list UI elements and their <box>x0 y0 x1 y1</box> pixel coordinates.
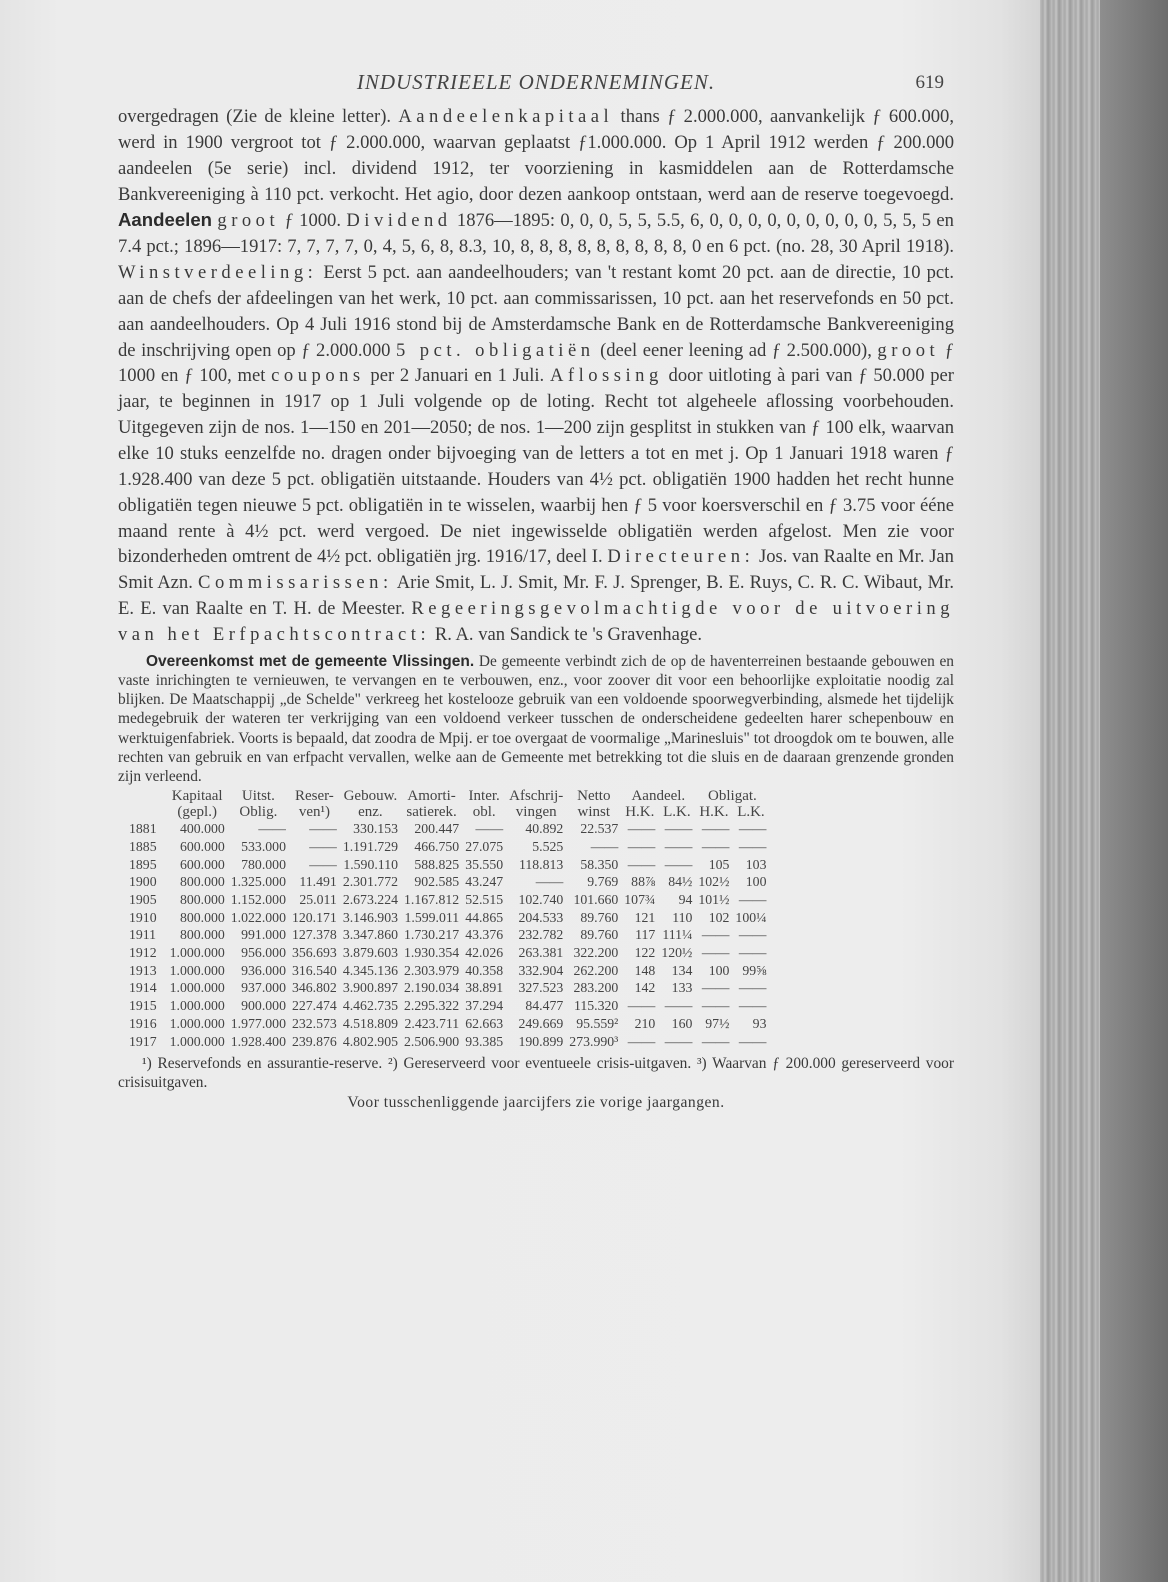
table-cell: 89.760 <box>580 927 619 943</box>
table-cell: 800.000 <box>179 891 225 907</box>
table-cell: 122 <box>634 945 656 961</box>
table-cell: 273.990³ <box>569 1033 619 1049</box>
table-cell: 600.000 <box>179 856 225 872</box>
table-cell: —— <box>701 1033 730 1049</box>
table-cell: 4.462.735 <box>342 998 398 1014</box>
text: Eerst 5 pct. aan aandeelhouders; van 't restant komt 20 pct. aan de directie, 10 pct. aan de chefs der afdeelingen van het werk, 10 pct. aan commissarissen, 10 pct. aan het reservefonds en 50 pct. aan aandeelhouders. Op 4 Juli 1916 stond bij de Amsterdamsche Bank en de Rotterdamsche Bankvereeniging de inschrijving open op ƒ 2.000.000 <box>118 262 954 361</box>
table-cell: 111¼ <box>662 927 693 943</box>
table-cell: —— <box>701 821 730 837</box>
table-cell: 327.523 <box>518 980 564 996</box>
header-cell: Afschrij- <box>509 788 564 805</box>
table-row <box>126 1033 769 1051</box>
table-cell: 44.865 <box>465 909 504 925</box>
section-heading-aandeelen: Aandeelen <box>118 209 213 231</box>
spaced-term-regeeringsgevolmachtigde: Regeeringsgevolmachtigde voor de uitvoering van het Erfpachtscontract: <box>118 598 955 645</box>
table-cell: 102 <box>708 909 730 925</box>
table-cell: 780.000 <box>241 856 286 872</box>
table-cell: —— <box>627 998 656 1014</box>
table-cell: 3.900.897 <box>342 980 398 996</box>
table-cell: 105 <box>708 856 730 872</box>
spaced-term-commissarissen: Commissarissen: <box>198 572 393 594</box>
table-cell: 2.506.900 <box>404 1033 460 1049</box>
table-cell: 2.301.772 <box>342 874 398 890</box>
table-cell: 84.477 <box>525 998 564 1014</box>
table-cell: 400.000 <box>179 821 225 837</box>
table-cell: 588.825 <box>414 856 460 872</box>
table-cell: 121 <box>634 909 656 925</box>
table-cell: 2.303.979 <box>404 962 460 978</box>
header-cell: ven¹) <box>298 804 330 821</box>
table-cell: 102½ <box>698 874 730 890</box>
commissioners-list: Arie Smit, L. J. Smit, Mr. F. J. Sprenger, B. E. Ruys, C. R. C. Wibaut, Mr. E. E. van Raalte en T. H. de Meester. <box>118 572 955 620</box>
spaced-term-aandeelenkapitaal: Aandeelenkapitaal <box>398 106 614 127</box>
table-cell: 27.075 <box>465 838 504 854</box>
table-cell: 2.190.034 <box>404 980 460 996</box>
book-binding <box>1100 0 1168 1582</box>
table-cell: 1.022.000 <box>230 909 286 925</box>
dividend-history: 1876—1895: 0, 0, 0, 5, 5, 5.5, 6, 0, 0, 0, 0, 0, 0, 0, 0, 0, 5, 5, 5 en 7.4 pct.; 1896—1917: 7, 7, 7, 7, 0, 4, 5, 6, 8, 8.3, 10, 8, 8, 8, 8, 8, 8, 8, 8, 8, 0 en 6 pct. (no. 28, 30 April 1918). <box>118 210 954 258</box>
table-cell: 40.892 <box>525 821 564 837</box>
page-number: 619 <box>915 72 944 93</box>
table-cell: 902.585 <box>414 874 460 890</box>
spaced-term-groot: groot <box>877 339 940 361</box>
table-cell: 118.813 <box>518 856 564 872</box>
table-cell: 37.294 <box>465 998 504 1014</box>
year-cell: 1885 <box>129 838 157 854</box>
header-cell: L.K. <box>737 804 765 821</box>
running-head <box>118 70 954 104</box>
table-cell: 533.000 <box>241 838 286 854</box>
table-cell: —— <box>738 927 767 943</box>
spaced-term-obligatien: 5 pct. obligatiën <box>395 339 595 361</box>
table-cell: 1.325.000 <box>230 874 286 890</box>
spaced-term-aflossing: Aflossing <box>549 365 663 387</box>
header-cell: Aandeel. <box>631 788 686 805</box>
table-cell: 4.802.905 <box>342 1033 398 1049</box>
table-cell: 40.358 <box>465 962 504 978</box>
table-cell: 3.879.603 <box>342 945 398 961</box>
table-cell: 62.663 <box>465 1015 504 1031</box>
table-cell: 3.146.903 <box>342 909 398 925</box>
year-cell: 1881 <box>129 821 157 837</box>
table-cell: 1.000.000 <box>169 962 225 978</box>
table-cell: —— <box>701 980 730 996</box>
table-row <box>126 856 769 874</box>
table-cell: —— <box>258 821 286 837</box>
table-cell: 466.750 <box>414 838 460 854</box>
table-cell: 35.550 <box>465 856 504 872</box>
table-cell: —— <box>627 838 656 854</box>
table-row <box>126 997 769 1015</box>
table-cell: 110 <box>672 909 693 925</box>
table-cell: 249.669 <box>518 1015 564 1031</box>
table-cell: 937.000 <box>241 980 286 996</box>
table-cell: 142 <box>634 980 656 996</box>
year-cell: 1916 <box>129 1015 157 1031</box>
table-cell: 58.350 <box>580 856 619 872</box>
header-cell: enz. <box>358 804 383 821</box>
year-cell: 1914 <box>129 980 157 996</box>
table-cell: 134 <box>671 962 693 978</box>
year-cell: 1905 <box>129 891 157 907</box>
header-cell: Netto <box>577 788 611 805</box>
table-cell: 1.930.354 <box>404 945 460 961</box>
year-cell: 1917 <box>129 1033 157 1049</box>
header-cell: Uitst. <box>241 788 275 805</box>
table-cell: —— <box>701 945 730 961</box>
table-cell: 115.320 <box>573 998 619 1014</box>
table-cell: 800.000 <box>179 927 225 943</box>
year-cell: 1895 <box>129 856 157 872</box>
table-row <box>126 891 769 909</box>
table-cell: 263.381 <box>518 945 564 961</box>
table-cell: 1.167.812 <box>404 891 460 907</box>
table-cell: —— <box>738 821 767 837</box>
table-cell: 88⅞ <box>631 874 656 890</box>
table-cell: 600.000 <box>179 838 225 854</box>
text: thans ƒ 2.000.000, aanvankelijk ƒ 600.000, werd in 1900 vergroot tot ƒ 2.000.000, waarvan geplaatst ƒ1.000.000. Op 1 April 1912 werden ƒ 200.000 aandeelen (5e serie) incl. dividend 1912, ter voorziening in kasmiddelen aan de Rotterdamsche Bankvereeniging à 110 pct. verkocht. Het agio, door dezen aankoop ontstaan, werd aan de reserve toegevoegd. <box>118 106 954 205</box>
table-cell: 160 <box>671 1015 693 1031</box>
table-cell: 99⅝ <box>742 962 767 978</box>
table-cell: 1.152.000 <box>230 891 286 907</box>
table-cell: 200.447 <box>414 821 460 837</box>
table-cell: —— <box>664 998 693 1014</box>
table-cell: 356.693 <box>291 945 337 961</box>
table-cell: 232.782 <box>518 927 564 943</box>
company-description-paragraph <box>118 104 954 648</box>
table-cell: —— <box>738 980 767 996</box>
table-cell: 1.000.000 <box>169 980 225 996</box>
table-cell: 43.247 <box>465 874 504 890</box>
closing-note: Voor tusschenliggende jaarcijfers zie vorige jaargangen. <box>347 1094 725 1112</box>
table-cell: 89.760 <box>580 909 619 925</box>
spaced-term-dividend: Dividend <box>346 210 452 232</box>
table-cell: —— <box>664 1033 693 1049</box>
text: ƒ 1000 en ƒ 100, met <box>118 339 954 387</box>
header-cell: Obligat. <box>708 788 757 805</box>
table-row <box>126 979 769 997</box>
table-cell: 127.378 <box>291 927 337 943</box>
table-cell: —— <box>738 998 767 1014</box>
table-cell: 1.000.000 <box>169 1033 225 1049</box>
table-cell: 346.802 <box>291 980 337 996</box>
table-cell: 991.000 <box>241 927 286 943</box>
table-header-row-2 <box>126 804 769 820</box>
footnote-text: ¹) Reservefonds en assurantie-reserve. ²) Gereserveerd voor eventueele crisis-uitgaven. ³) Waarvan ƒ 200.000 gereserveerd voor crisisuitgaven. <box>118 1055 954 1092</box>
section-heading-overeenkomst: Overeenkomst met de gemeente Vlissingen. <box>146 652 475 670</box>
table-body <box>126 820 769 1050</box>
year-cell: 1900 <box>129 874 157 890</box>
table-cell: 1.000.000 <box>169 1015 225 1031</box>
table-row <box>126 926 769 944</box>
table-cell: —— <box>627 821 656 837</box>
table-cell: 956.000 <box>241 945 286 961</box>
text: per 2 Januari en 1 Juli. <box>370 365 545 387</box>
table-cell: 102.740 <box>518 891 564 907</box>
table-cell: 332.904 <box>518 962 564 978</box>
table-cell: 190.899 <box>518 1033 564 1049</box>
spaced-term-coupons: coupons <box>271 365 365 387</box>
table-cell: 1.000.000 <box>169 998 225 1014</box>
header-cell: winst <box>577 804 611 821</box>
table-cell: 1.000.000 <box>169 945 225 961</box>
header-cell: (gepl.) <box>177 804 217 821</box>
table-cell: 103 <box>745 856 767 872</box>
year-cell: 1913 <box>129 962 157 978</box>
table-cell: 42.026 <box>465 945 504 961</box>
table-cell: —— <box>475 821 504 837</box>
table-cell: 101½ <box>698 891 730 907</box>
table-cell: 9.769 <box>587 874 619 890</box>
year-cell: 1915 <box>129 998 157 1014</box>
table-cell: 4.518.809 <box>342 1015 398 1031</box>
table-cell: 4.345.136 <box>342 962 398 978</box>
table-cell: 936.000 <box>241 962 286 978</box>
table-row <box>126 1015 769 1033</box>
table-cell: —— <box>627 856 656 872</box>
table-row <box>126 909 769 927</box>
table-cell: 900.000 <box>241 998 286 1014</box>
table-cell: 43.376 <box>465 927 504 943</box>
government-representative: R. A. van Sandick te 's Gravenhage. <box>434 623 703 645</box>
table-cell: —— <box>664 856 693 872</box>
header-cell: Kapitaal <box>171 788 223 805</box>
financial-table <box>126 788 769 1050</box>
running-title: INDUSTRIEELE ONDERNEMINGEN. <box>356 70 716 94</box>
table-cell: 5.525 <box>532 838 564 854</box>
header-cell: Reser- <box>294 788 334 805</box>
table-cell: 2.423.711 <box>404 1015 460 1031</box>
header-cell: vingen <box>515 804 557 821</box>
table-footnotes <box>118 1054 954 1092</box>
year-cell: 1910 <box>129 909 157 925</box>
table-cell: 800.000 <box>179 874 225 890</box>
header-cell: satierek. <box>406 804 457 821</box>
table-cell: 262.200 <box>573 962 619 978</box>
table-cell: —— <box>738 838 767 854</box>
table-cell: 52.515 <box>465 891 504 907</box>
year-cell: 1911 <box>129 927 157 943</box>
text: ƒ 1000. <box>284 210 341 232</box>
table-cell: 330.153 <box>353 821 398 837</box>
table-cell: —— <box>701 927 730 943</box>
table-row <box>126 962 769 980</box>
header-cell <box>126 804 167 820</box>
header-cell: obl. <box>472 804 496 821</box>
table-cell: —— <box>664 838 693 854</box>
header-cell: L.K. <box>663 804 691 821</box>
header-cell: H.K. <box>699 804 729 821</box>
table-cell: 93.385 <box>465 1033 504 1049</box>
table-cell: 148 <box>634 962 656 978</box>
table-cell: 1.191.729 <box>342 838 398 854</box>
table-cell: —— <box>627 1033 656 1049</box>
table-row <box>126 838 769 856</box>
year-cell: 1912 <box>129 945 157 961</box>
table-cell: 84½ <box>668 874 693 890</box>
table-cell: 283.200 <box>573 980 619 996</box>
header-cell <box>126 788 167 804</box>
header-cell: Gebouw. <box>343 788 398 805</box>
table-cell: 97½ <box>705 1015 730 1031</box>
table-cell: —— <box>590 838 619 854</box>
spaced-term-directeuren: Directeuren: <box>607 546 755 568</box>
directors-list: Jos. van Raalte en Mr. Jan Smit Azn. <box>118 546 954 594</box>
table-row <box>126 820 769 838</box>
header-cell: Inter. <box>468 788 500 805</box>
table-cell: 11.491 <box>299 874 337 890</box>
table-row <box>126 944 769 962</box>
table-cell: 1.730.217 <box>404 927 460 943</box>
table-cell: 210 <box>634 1015 656 1031</box>
table-cell: —— <box>701 998 730 1014</box>
table-cell: 94 <box>678 891 693 907</box>
table-cell: 3.347.860 <box>342 927 398 943</box>
text: (deel eener leening ad ƒ 2.500.000), <box>600 339 872 361</box>
table-cell: 117 <box>635 927 656 943</box>
spaced-term-groot: groot <box>217 210 280 232</box>
table-cell: 232.573 <box>291 1015 337 1031</box>
table-cell: —— <box>701 838 730 854</box>
table-cell: 1.977.000 <box>230 1015 286 1031</box>
table-cell: 227.474 <box>291 998 337 1014</box>
table-header-row-1 <box>126 788 769 804</box>
table-cell: 22.537 <box>580 821 619 837</box>
table-cell: 93 <box>752 1015 767 1031</box>
table-cell: 800.000 <box>179 909 225 925</box>
table-cell: 1.590.110 <box>343 856 398 872</box>
table-cell: 239.876 <box>291 1033 337 1049</box>
table-cell: —— <box>738 1033 767 1049</box>
table-cell: —— <box>664 821 693 837</box>
agreement-text: De gemeente verbindt zich de op de haventerreinen bestaande gebouwen en vaste inrichingten te vernieuwen, te vervangen en te verbouwen, enz., voor zoover dit voor een behoorlijke exploitatie noodig zal blijken. De Maatschappij „de Schelde" verkreeg het kostelooze gebruik van een voldoende spoorwegverbinding, alsmede het tijdelijk medegebruik der wateren ter verkrijging van een voldoend verkeer tusschen de onderscheidene gedeelten harer schepenbouw en werktuigenfabriek. Voorts is bepaald, dat zoodra de Mpij. er toe overgaat de voormalige „Marinesluis" tot droogdok om te bouwen, alle rechten van gebruik en van erfpacht vervallen, welke aan de Gemeente met betrekking tot die sluis en de daaraan grenzende gronden zijn verleend. <box>118 652 954 785</box>
table-cell: 316.540 <box>291 962 337 978</box>
table-cell: 107¾ <box>624 891 656 907</box>
header-cell: Oblig. <box>239 804 278 821</box>
agreement-paragraph <box>118 652 954 786</box>
table-cell: 120½ <box>661 945 693 961</box>
table-cell: 1.928.400 <box>230 1033 286 1049</box>
table-cell: 204.533 <box>518 909 564 925</box>
table-cell: —— <box>738 891 767 907</box>
header-cell: Amorti- <box>407 788 456 805</box>
table-cell: 322.200 <box>573 945 619 961</box>
table-cell: 120.171 <box>291 909 337 925</box>
table-cell: 1.599.011 <box>404 909 460 925</box>
text: overgedragen (Zie de kleine letter). <box>118 106 392 127</box>
table-cell: 38.891 <box>465 980 504 996</box>
table-cell: 95.559² <box>576 1015 619 1031</box>
table-cell: 100¼ <box>735 909 767 925</box>
table-cell: —— <box>309 856 337 872</box>
spaced-term-winstverdeeling: Winstverdeeling: <box>118 262 318 284</box>
table-cell: 2.295.322 <box>404 998 460 1014</box>
table-row <box>126 873 769 891</box>
table-cell: —— <box>309 838 337 854</box>
page-content <box>118 70 954 1112</box>
text: door uitloting à pari van ƒ 50.000 per jaar, te beginnen in 1917 op 1 Juli volgende op de loting. Recht tot algeheele aflossing voorbehouden. Uitgegeven zijn de nos. 1—150 en 201—2050; de nos. 1—200 zijn gesplitst in stukken van ƒ 100 elk, waarvan elke 10 stuks eenzelfde no. dragen onder bijvoeging van de letters a tot en met j. Op 1 Januari 1918 waren ƒ 1.928.400 van deze 5 pct. obligatiën uitstaande. Houders van 4½ pct. obligatiën 1900 hadden het recht hunne obligatiën tegen nieuwe 5 pct. obligatiën in te wisselen, waarbij hen ƒ 5 voor koersverschil en ƒ 3.75 voor ééne maand rente à 4½ pct. werd vergoed. De niet ingewisselde obligatiën werden afgelost. Men zie voor bizonderheden omtrent de 4½ pct. obligatiën jrg. 1916/17, deel I. <box>118 365 954 568</box>
table-cell: 100 <box>745 874 767 890</box>
table-cell: 25.011 <box>299 891 337 907</box>
table-cell: 2.673.224 <box>342 891 398 907</box>
table-cell: 100 <box>708 962 730 978</box>
table-cell: —— <box>738 945 767 961</box>
header-cell: H.K. <box>625 804 655 821</box>
table-cell: 133 <box>671 980 693 996</box>
table-cell: —— <box>309 821 337 837</box>
table-cell: —— <box>535 874 564 890</box>
table-cell: 101.660 <box>573 891 619 907</box>
